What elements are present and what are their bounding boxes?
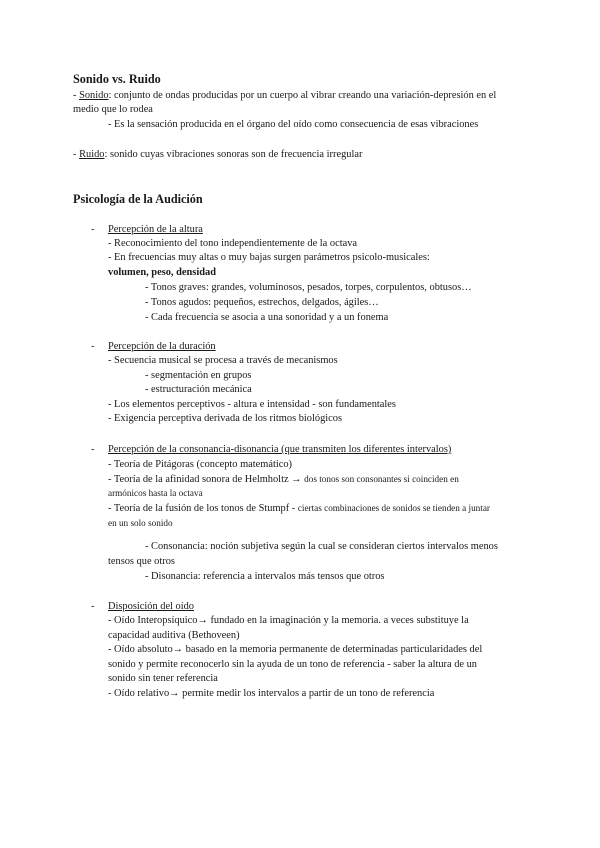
consonancia-line-2 [108, 473, 459, 486]
sonido-dash: - [73, 90, 80, 101]
consonancia-line-1: - Teoría de Pitágoras (concepto matemático) [108, 459, 293, 470]
bullet-disposicion: - [91, 601, 95, 612]
ruido-dash: - [73, 149, 80, 160]
altura-line-3: volumen, peso, densidad [108, 267, 216, 278]
disposicion-line-5: sonido sin tener referencia [108, 673, 218, 684]
duracion-line-3: - estructuración mecánica [145, 384, 252, 395]
consonancia-line-4 [108, 502, 490, 515]
disposicion-line-1: - Oído Interopsíquico→ fundado en la imaginación y la memoria. a veces substituye la [108, 615, 469, 626]
heading-duracion [108, 340, 216, 353]
altura-line-4: - Tonos graves: grandes, voluminosos, pesados, torpes, corpulentos, obtusos… [145, 282, 472, 293]
consonancia-line-7: tensos que otros [108, 556, 175, 567]
bullet-consonancia: - [91, 444, 95, 455]
altura-line-2: - En frecuencias muy altas o muy bajas surgen parámetros psicolo-musicales: [108, 252, 430, 263]
sonido-definition [73, 89, 496, 102]
duracion-line-5: - Exigencia perceptiva derivada de los ritmos biológicos [108, 413, 343, 424]
heading-duracion-text: Percepción de la duración [108, 341, 216, 352]
disposicion-line-6: - Oído relativo→ permite medir los intervalos a partir de un tono de referencia [108, 688, 435, 699]
consonancia-line-8: - Disonancia: referencia a intervalos más tensos que otros [145, 571, 385, 582]
bullet-duracion: - [91, 341, 95, 352]
disposicion-line-2: capacidad auditiva (Bethoveen) [108, 630, 240, 641]
disposicion-line-4: sonido y permite reconocerlo sin la ayuda de un tono de referencia - saber la altura de un [108, 659, 478, 670]
consonancia-line-6: - Consonancia: noción subjetiva según la cual se consideran ciertos intervalos menos [145, 541, 498, 552]
section-title-sonido-ruido: Sonido vs. Ruido [73, 72, 161, 86]
heading-consonancia-text: Percepción de la consonancia-disonancia (que transmiten los diferentes intervalos) [108, 444, 452, 455]
heading-disposicion [108, 600, 194, 613]
heading-altura-text: Percepción de la altura [108, 224, 203, 235]
duracion-line-4: - Los elementos perceptivos - altura e intensidad - son fundamentales [108, 399, 396, 410]
ruido-definition [73, 148, 362, 161]
consonancia-line-2b: dos tonos son consonantes si coinciden en [304, 474, 459, 484]
consonancia-line-2a: - Teoría de la afinidad sonora de Helmholtz → [108, 474, 305, 485]
duracion-line-1: - Secuencia musical se procesa a través de mecanismos [108, 355, 338, 366]
heading-altura [108, 223, 203, 236]
consonancia-line-4b: ciertas combinaciones de sonidos se tienden a juntar [297, 503, 490, 513]
heading-disposicion-text: Disposición del oído [108, 601, 195, 612]
altura-line-1: - Reconocimiento del tono independientemente de la octava [108, 238, 357, 249]
duracion-line-2: - segmentación en grupos [145, 370, 252, 381]
sonido-sub: - Es la sensación producida en el órgano del oído como consecuencia de esas vibraciones [108, 119, 479, 130]
altura-line-5: - Tonos agudos: pequeños, estrechos, delgados, ágiles… [145, 297, 379, 308]
consonancia-line-3: armónicos hasta la octava [108, 488, 203, 498]
consonancia-line-4a: - Teoría de la fusión de los tonos de Stumpf - [108, 503, 298, 514]
ruido-term: Ruido [79, 149, 105, 160]
consonancia-line-5: en un solo sonido [108, 518, 173, 528]
ruido-def: : sonido cuyas vibraciones sonoras son de frecuencia irregular [104, 149, 363, 160]
sonido-term: Sonido [79, 90, 109, 101]
altura-line-6: - Cada frecuencia se asocia a una sonoridad y a un fonema [145, 312, 389, 323]
heading-consonancia [108, 443, 451, 456]
sonido-def-1: : conjunto de ondas producidas por un cuerpo al vibrar creando una variación-depresión en el [108, 90, 497, 101]
disposicion-line-3: - Oído absoluto→ basado en la memoria permanente de determinadas particularidades del [108, 644, 483, 655]
bullet-altura: - [91, 224, 95, 235]
section-title-psicologia: Psicología de la Audición [73, 192, 203, 206]
sonido-def-2: medio que lo rodea [73, 104, 153, 115]
